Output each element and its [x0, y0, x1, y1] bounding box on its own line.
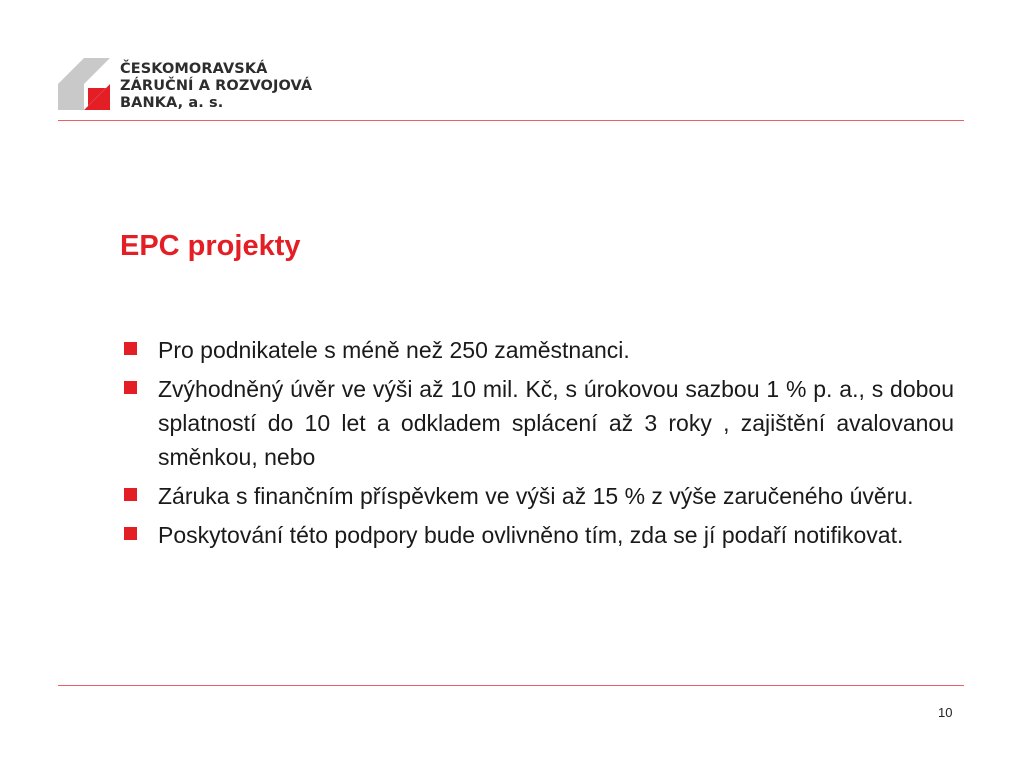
bullet-item — [122, 372, 954, 474]
bullet-square-icon — [124, 527, 137, 540]
page-number: 10 — [938, 705, 953, 720]
logo-line-2: ZÁRUČNÍ A ROZVOJOVÁ — [120, 78, 313, 94]
bullet-text: Záruka s finančním příspěvkem ve výši až 15 % z výše zaručeného úvěru. — [158, 483, 914, 509]
bullet-item — [122, 479, 954, 513]
bullet-square-icon — [124, 488, 137, 501]
bullet-text: Pro podnikatele s méně než 250 zaměstnanci. — [158, 337, 630, 363]
bullet-square-icon — [124, 381, 137, 394]
logo-wordmark — [120, 61, 312, 112]
header-divider — [58, 120, 964, 121]
bullet-text: Poskytování této podpory bude ovlivněno tím, zda se jí podaří notifikovat. — [158, 522, 904, 548]
bullet-item — [122, 518, 954, 552]
logo-line-1: ČESKOMORAVSKÁ — [120, 61, 268, 77]
bullet-square-icon — [124, 342, 137, 355]
bullet-text: Zvýhodněný úvěr ve výši až 10 mil. Kč, s úrokovou sazbou 1 % p. a., s dobou splatností do 10 let a odkladem splácení až 3 roky , zajištění avalovanou směnkou, nebo — [158, 376, 954, 470]
bank-logo-icon — [58, 58, 110, 110]
slide-title: EPC projekty — [120, 230, 301, 262]
bullet-list — [122, 333, 954, 557]
logo-line-3: BANKA, a. s. — [120, 95, 224, 111]
bullet-item — [122, 333, 954, 367]
footer-divider — [58, 685, 964, 686]
